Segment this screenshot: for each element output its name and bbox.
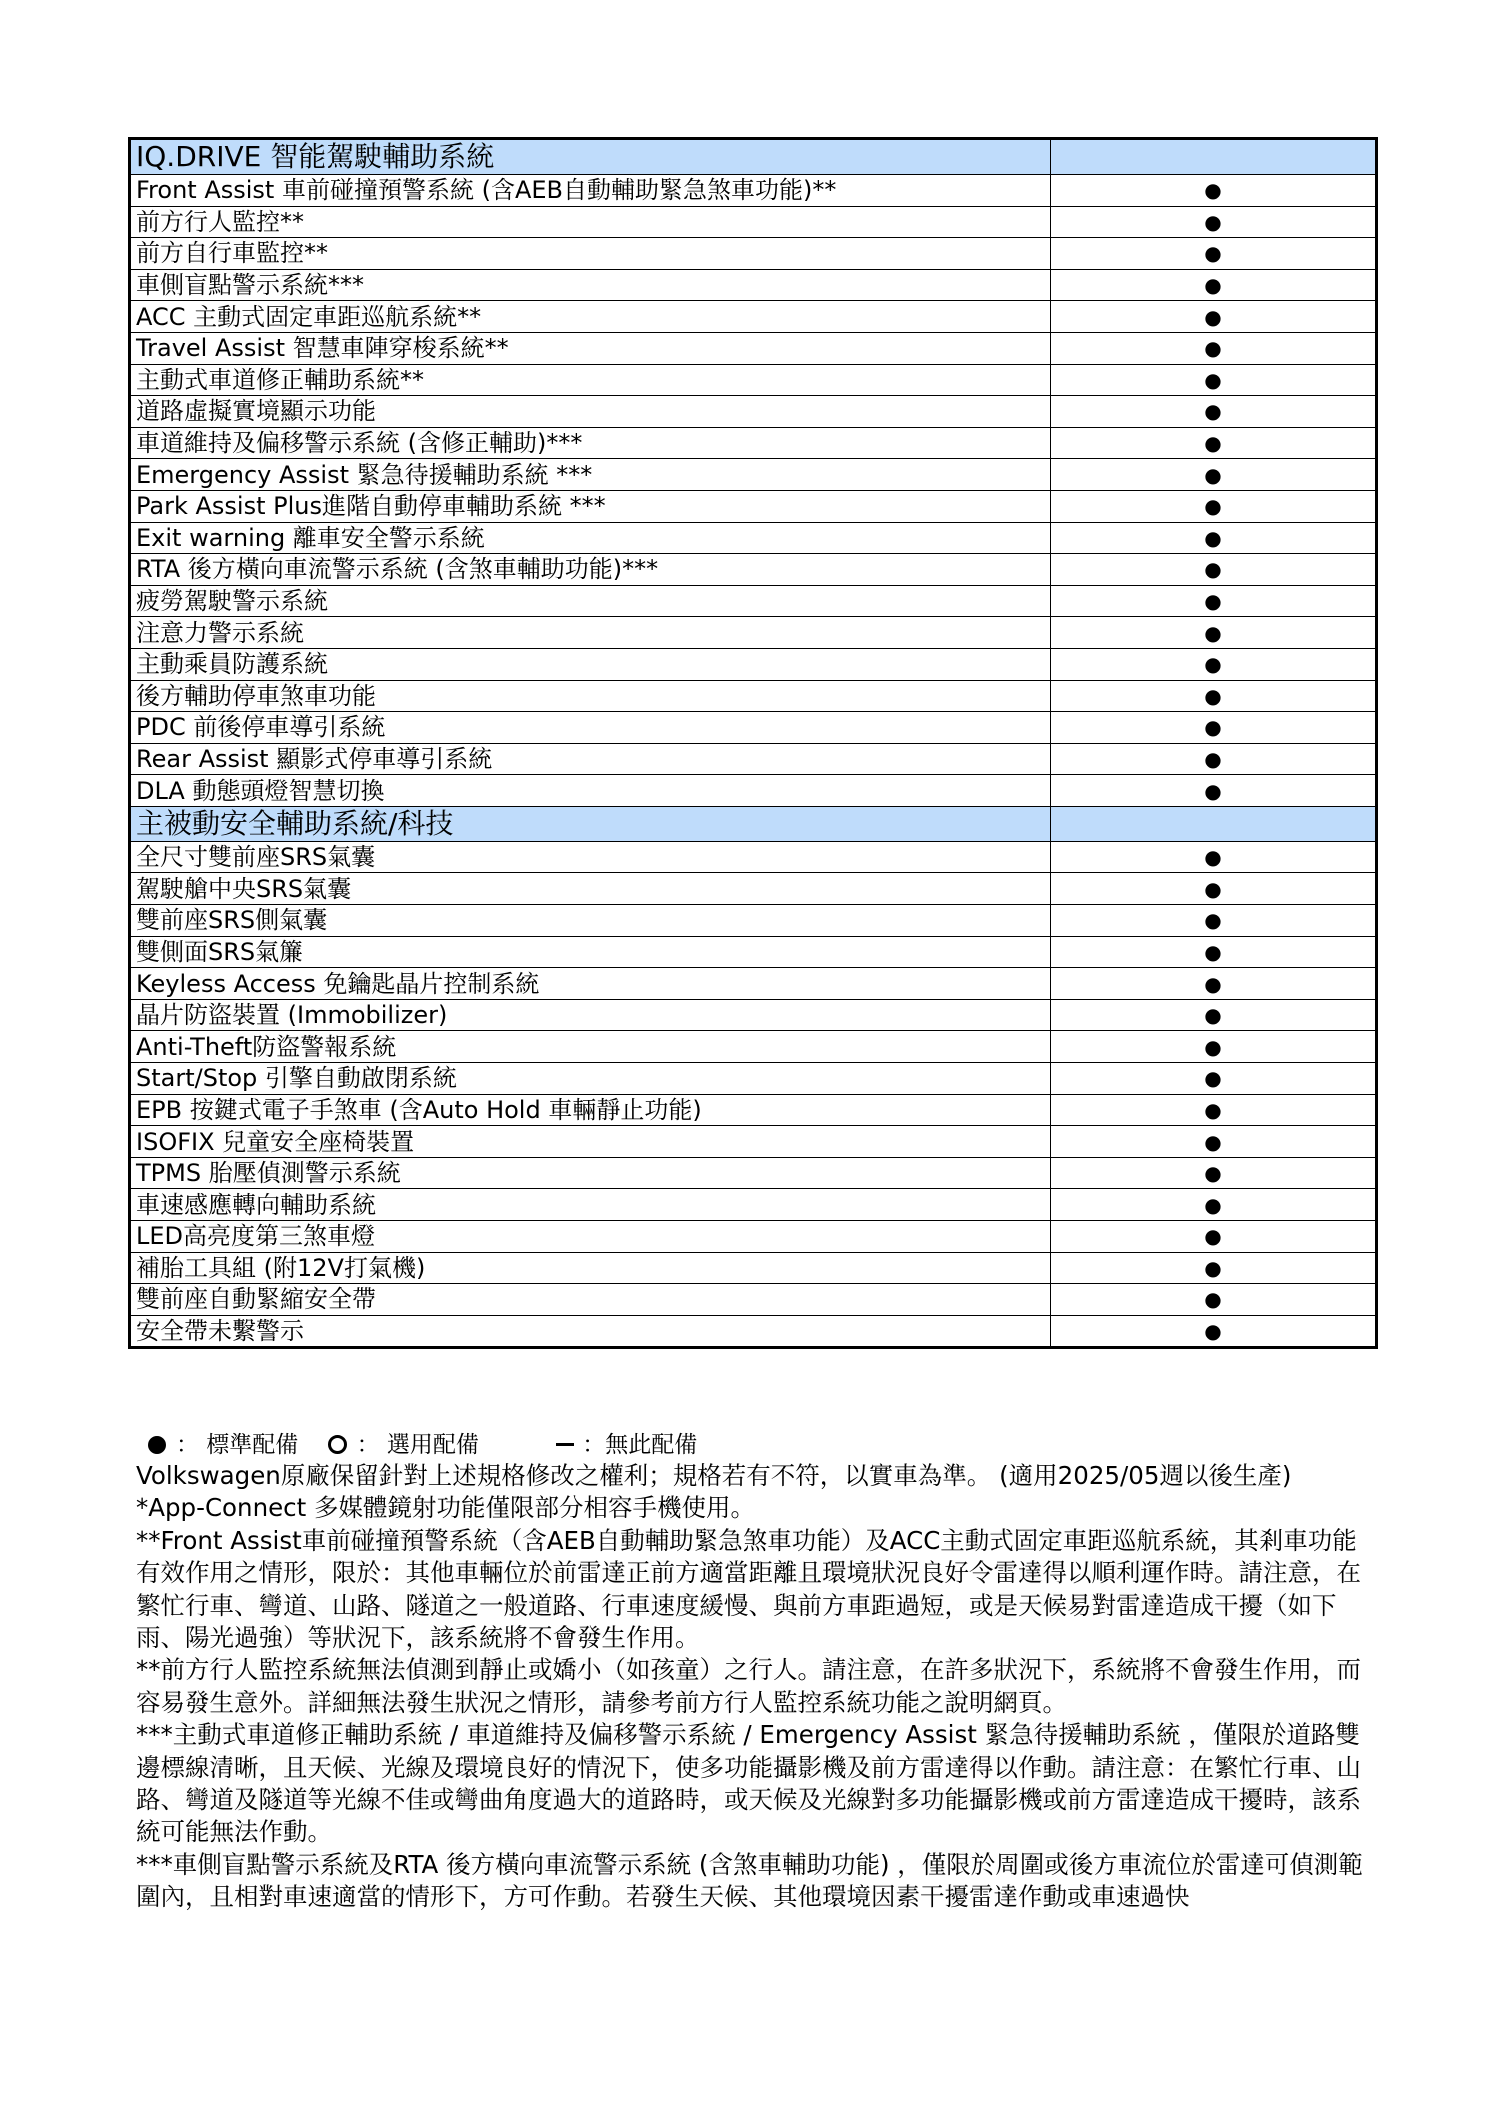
spec-row bbox=[130, 585, 1377, 617]
spec-feature-label: 補胎工具組 (附12V打氣機) bbox=[130, 1252, 1051, 1284]
spec-availability-mark: ● bbox=[1051, 905, 1377, 937]
spec-row bbox=[130, 396, 1377, 428]
spec-feature-label: 疲勞駕駛警示系統 bbox=[130, 585, 1051, 617]
section-header-value-cell bbox=[1051, 139, 1377, 175]
spec-availability-mark: ● bbox=[1051, 873, 1377, 905]
spec-availability-mark: ● bbox=[1051, 968, 1377, 1000]
spec-availability-mark: ● bbox=[1051, 206, 1377, 238]
spec-availability-mark: ● bbox=[1051, 459, 1377, 491]
spec-row bbox=[130, 1284, 1377, 1316]
spec-feature-label: 車道維持及偏移警示系統 (含修正輔助)*** bbox=[130, 427, 1051, 459]
spec-availability-mark: ● bbox=[1051, 522, 1377, 554]
spec-availability-mark: ● bbox=[1051, 841, 1377, 873]
spec-row bbox=[130, 1157, 1377, 1189]
spec-availability-mark: ● bbox=[1051, 269, 1377, 301]
spec-row bbox=[130, 206, 1377, 238]
spec-availability-mark: ● bbox=[1051, 936, 1377, 968]
spec-availability-mark: ● bbox=[1051, 743, 1377, 775]
spec-availability-mark: ● bbox=[1051, 1221, 1377, 1253]
standard-dot-icon bbox=[148, 1436, 166, 1454]
spec-row bbox=[130, 873, 1377, 905]
spec-row bbox=[130, 1252, 1377, 1284]
spec-availability-mark: ● bbox=[1051, 490, 1377, 522]
spec-feature-label: Travel Assist 智慧車陣穿梭系統** bbox=[130, 332, 1051, 364]
spec-row bbox=[130, 522, 1377, 554]
spec-availability-mark: ● bbox=[1051, 1094, 1377, 1126]
spec-feature-label: 駕駛艙中央SRS氣囊 bbox=[130, 873, 1051, 905]
spec-row bbox=[130, 1094, 1377, 1126]
spec-availability-mark: ● bbox=[1051, 396, 1377, 428]
spec-availability-mark: ● bbox=[1051, 585, 1377, 617]
spec-row bbox=[130, 1031, 1377, 1063]
spec-feature-label: 注意力警示系統 bbox=[130, 617, 1051, 649]
note-disclaimer: Volkswagen原廠保留針對上述規格修改之權利；規格若有不符，以實車為準。 (適用2025/05週以後生產) bbox=[136, 1461, 1292, 1490]
spec-row bbox=[130, 905, 1377, 937]
note-blind-spot: ***車側盲點警示系統及RTA 後方橫向車流警示系統 (含煞車輔助功能) ，僅限於周圍或後方車流位於雷達可偵測範圍內，且相對車速適當的情形下，方可作動。若發生天候、其他環境因素干擾雷達作動或車速過快 bbox=[136, 1849, 1363, 1912]
spec-feature-label: ISOFIX 兒童安全座椅裝置 bbox=[130, 1126, 1051, 1158]
spec-feature-label: 車側盲點警示系統*** bbox=[130, 269, 1051, 301]
spec-feature-label: Emergency Assist 緊急待援輔助系統 *** bbox=[130, 459, 1051, 491]
spec-feature-label: Exit warning 離車安全警示系統 bbox=[130, 522, 1051, 554]
spec-feature-label: DLA 動態頭燈智慧切換 bbox=[130, 775, 1051, 807]
spec-availability-mark: ● bbox=[1051, 238, 1377, 270]
spec-row bbox=[130, 1315, 1377, 1348]
spec-row bbox=[130, 936, 1377, 968]
spec-availability-mark: ● bbox=[1051, 1157, 1377, 1189]
spec-feature-label: 雙側面SRS氣簾 bbox=[130, 936, 1051, 968]
spec-availability-mark: ● bbox=[1051, 648, 1377, 680]
spec-feature-label: 後方輔助停車煞車功能 bbox=[130, 680, 1051, 712]
spec-availability-mark: ● bbox=[1051, 1284, 1377, 1316]
spec-row bbox=[130, 301, 1377, 333]
section-title: IQ.DRIVE 智能駕駛輔助系統 bbox=[130, 139, 1051, 175]
footnotes bbox=[136, 1460, 1381, 1914]
legend-standard: ： 標準配備 bbox=[176, 1431, 299, 1458]
spec-row bbox=[130, 1063, 1377, 1095]
spec-row bbox=[130, 1126, 1377, 1158]
spec-availability-mark: ● bbox=[1051, 332, 1377, 364]
spec-availability-mark: ● bbox=[1051, 712, 1377, 744]
spec-row bbox=[130, 175, 1377, 207]
note-front-assist: **Front Assist車前碰撞預警系統（含AEB自動輔助緊急煞車功能）及ACC主動式固定車距巡航系統，其剎車功能有效作用之情形，限於：其他車輛位於前雷達正前方適當距離且環境狀況良好令雷達得以順利運作時。請注意，在繁忙行車、彎道、山路、隧道之一般道路、行車速度緩慢、與前方車距過短，或是天候易對雷達造成干擾（如下雨、陽光過強）等狀況下，該系統將不會發生作用。 bbox=[136, 1525, 1361, 1653]
spec-row bbox=[130, 1221, 1377, 1253]
spec-feature-label: PDC 前後停車導引系統 bbox=[130, 712, 1051, 744]
spec-row bbox=[130, 617, 1377, 649]
spec-row bbox=[130, 648, 1377, 680]
spec-row bbox=[130, 968, 1377, 1000]
spec-table-body bbox=[130, 139, 1377, 1348]
spec-row bbox=[130, 490, 1377, 522]
section-title: 主被動安全輔助系統/科技 bbox=[130, 806, 1051, 841]
spec-availability-mark: ● bbox=[1051, 999, 1377, 1031]
spec-availability-mark: ● bbox=[1051, 680, 1377, 712]
spec-availability-mark: ● bbox=[1051, 1063, 1377, 1095]
spec-row bbox=[130, 1189, 1377, 1221]
spec-availability-mark: ● bbox=[1051, 1126, 1377, 1158]
spec-availability-mark: ● bbox=[1051, 554, 1377, 586]
spec-row bbox=[130, 332, 1377, 364]
section-header bbox=[130, 806, 1377, 841]
spec-availability-mark: ● bbox=[1051, 427, 1377, 459]
spec-feature-label: LED高亮度第三煞車燈 bbox=[130, 1221, 1051, 1253]
legend bbox=[148, 1429, 697, 1460]
spec-row bbox=[130, 427, 1377, 459]
note-pedestrian: **前方行人監控系統無法偵測到靜止或嬌小（如孩童）之行人。請注意，在許多狀況下，系統將不會發生作用，而容易發生意外。詳細無法發生狀況之情形，請參考前方行人監控系統功能之說明網頁。 bbox=[136, 1655, 1361, 1717]
spec-feature-label: ACC 主動式固定車距巡航系統** bbox=[130, 301, 1051, 333]
spec-feature-label: 道路虛擬實境顯示功能 bbox=[130, 396, 1051, 428]
spec-availability-mark: ● bbox=[1051, 1189, 1377, 1221]
spec-feature-label: 安全帶未繫警示 bbox=[130, 1315, 1051, 1348]
spec-feature-label: 雙前座自動緊縮安全帶 bbox=[130, 1284, 1051, 1316]
spec-feature-label: TPMS 胎壓偵測警示系統 bbox=[130, 1157, 1051, 1189]
spec-row bbox=[130, 680, 1377, 712]
spec-feature-label: Start/Stop 引擎自動啟閉系統 bbox=[130, 1063, 1051, 1095]
spec-feature-label: RTA 後方橫向車流警示系統 (含煞車輔助功能)*** bbox=[130, 554, 1051, 586]
spec-row bbox=[130, 775, 1377, 807]
spec-feature-label: 雙前座SRS側氣囊 bbox=[130, 905, 1051, 937]
spec-availability-mark: ● bbox=[1051, 1315, 1377, 1348]
spec-feature-label: Anti-Theft防盜警報系統 bbox=[130, 1031, 1051, 1063]
note-lane-assist: ***主動式車道修正輔助系統 / 車道維持及偏移警示系統 / Emergency Assist 緊急待援輔助系統 ，僅限於道路雙邊標線清晰，且天候、光線及環境良好的情況下，使多功能攝影機及前方雷達得以作動。請注意：在繁忙行車、山路、彎道及隧道等光線不佳或彎曲角度過大的道路時，或天候及光線對多功能攝影機或前方雷達造成干擾時，該系統可能無法作動。 bbox=[136, 1720, 1361, 1847]
spec-row bbox=[130, 364, 1377, 396]
spec-row bbox=[130, 554, 1377, 586]
spec-feature-label: Keyless Access 免鑰匙晶片控制系統 bbox=[130, 968, 1051, 1000]
spec-availability-mark: ● bbox=[1051, 775, 1377, 807]
spec-feature-label: 晶片防盜裝置 (Immobilizer) bbox=[130, 999, 1051, 1031]
spec-feature-label: Park Assist Plus進階自動停車輔助系統 *** bbox=[130, 490, 1051, 522]
legend-none: ：無此配備 bbox=[582, 1431, 698, 1458]
spec-row bbox=[130, 238, 1377, 270]
spec-feature-label: 主動式車道修正輔助系統** bbox=[130, 364, 1051, 396]
spec-feature-label: Rear Assist 顯影式停車導引系統 bbox=[130, 743, 1051, 775]
spec-feature-label: 前方自行車監控** bbox=[130, 238, 1051, 270]
legend-optional: ： 選用配備 bbox=[356, 1431, 479, 1458]
spec-row bbox=[130, 999, 1377, 1031]
spec-row bbox=[130, 712, 1377, 744]
spec-row bbox=[130, 269, 1377, 301]
spec-availability-mark: ● bbox=[1051, 301, 1377, 333]
spec-availability-mark: ● bbox=[1051, 364, 1377, 396]
spec-availability-mark: ● bbox=[1051, 1031, 1377, 1063]
spec-row bbox=[130, 459, 1377, 491]
section-header bbox=[130, 139, 1377, 175]
spec-availability-mark: ● bbox=[1051, 175, 1377, 207]
spec-row bbox=[130, 743, 1377, 775]
spec-feature-label: 主動乘員防護系統 bbox=[130, 648, 1051, 680]
section-header-value-cell bbox=[1051, 806, 1377, 841]
spec-feature-label: EPB 按鍵式電子手煞車 (含Auto Hold 車輛靜止功能) bbox=[130, 1094, 1051, 1126]
spec-availability-mark: ● bbox=[1051, 1252, 1377, 1284]
spec-feature-label: Front Assist 車前碰撞預警系統 (含AEB自動輔助緊急煞車功能)** bbox=[130, 175, 1051, 207]
spec-row bbox=[130, 841, 1377, 873]
spec-availability-mark: ● bbox=[1051, 617, 1377, 649]
spec-table bbox=[128, 137, 1378, 1349]
note-app-connect: *App-Connect 多媒體鏡射功能僅限部分相容手機使用。 bbox=[136, 1493, 756, 1523]
spec-feature-label: 車速感應轉向輔助系統 bbox=[130, 1189, 1051, 1221]
spec-feature-label: 全尺寸雙前座SRS氣囊 bbox=[130, 841, 1051, 873]
optional-circle-icon bbox=[328, 1435, 347, 1454]
spec-feature-label: 前方行人監控** bbox=[130, 206, 1051, 238]
none-dash-icon bbox=[556, 1443, 574, 1446]
